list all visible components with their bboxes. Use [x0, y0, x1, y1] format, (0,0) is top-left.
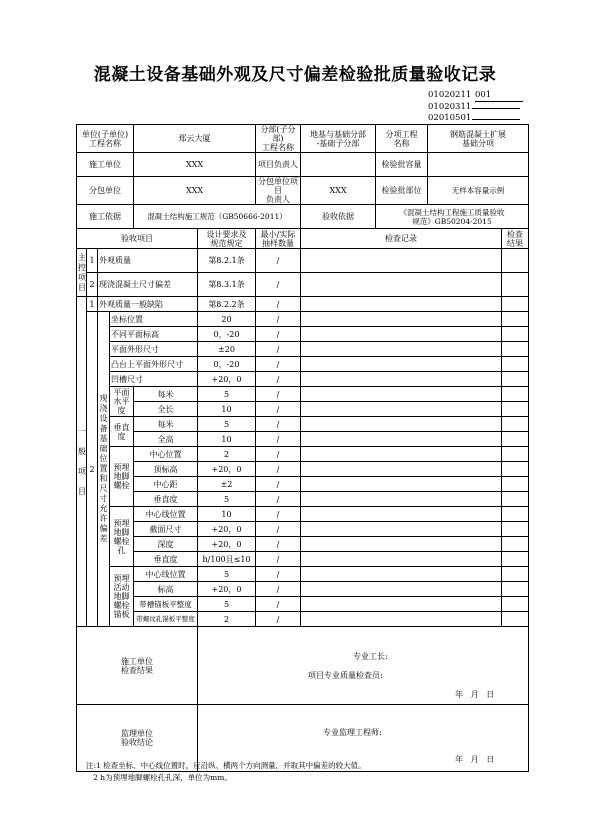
row-spec: +20，0: [198, 582, 256, 597]
row-name: 垂直度: [134, 552, 198, 567]
row-name: 全高: [134, 432, 198, 447]
row-record: [301, 447, 502, 462]
row-result: [502, 372, 529, 387]
row-result: [502, 432, 529, 447]
row-spec: 0，-20: [198, 357, 256, 372]
row-record: [301, 552, 502, 567]
row-no: 2: [87, 273, 98, 297]
col-sampling: 最小/实际 抽样数量: [256, 229, 301, 249]
row-sample: /: [256, 312, 301, 327]
row-sample: /: [256, 597, 301, 612]
row-spec: +20，0: [198, 372, 256, 387]
note-1: 注:1 检查坐标、中心线位置时，应沿纵、横两个方向测量，并取其中偏差的较大值。: [86, 761, 366, 770]
row-sample: /: [256, 447, 301, 462]
supervision-date: 年 月 日: [455, 755, 495, 764]
construction-check-row: [77, 627, 529, 705]
constructor-value: XXX: [134, 153, 256, 177]
header-row-1: [77, 125, 529, 153]
row-result: [502, 477, 529, 492]
page-title: 混凝土设备基础外观及尺寸偏差检验批质量验收记录: [93, 65, 497, 85]
row-record: [301, 597, 502, 612]
row-sample: /: [256, 327, 301, 342]
row-sample: /: [256, 273, 301, 297]
row-sample: /: [256, 507, 301, 522]
sub-label: 分部(子分部) 工程名称: [256, 125, 301, 153]
row-name: 平面外形尺寸: [110, 342, 198, 357]
row-result: [502, 552, 529, 567]
row-record: [301, 432, 502, 447]
table-row: [77, 273, 529, 297]
col-design: 设计要求及 规范规定: [198, 229, 256, 249]
hole-label: 预埋 地脚 螺栓 孔: [110, 507, 134, 567]
row-result: [502, 327, 529, 342]
header-row-3: [77, 177, 529, 205]
table-row: [77, 432, 529, 447]
row-record: [301, 522, 502, 537]
row-record: [301, 582, 502, 597]
row-record: [301, 492, 502, 507]
acceptance-basis-value: 《混凝土结构工程施工质量验收 规范》GB50204-2015: [376, 205, 529, 229]
row-record: [301, 507, 502, 522]
row-record: [301, 273, 502, 297]
location-label: 检验批部位: [376, 177, 428, 205]
plate-label: 预埋 活动 地脚 螺栓 锚板: [110, 567, 134, 627]
row-spec: +20，0: [198, 462, 256, 477]
header-row-2: [77, 153, 529, 177]
row-result: [502, 249, 529, 273]
sub-value: 地基与基础分部 -基础子分部: [301, 125, 376, 153]
row-sample: /: [256, 432, 301, 447]
header-row-4: [77, 205, 529, 229]
row-sample: /: [256, 492, 301, 507]
level-label: 平面 水平 度: [110, 387, 134, 417]
row-sample: /: [256, 567, 301, 582]
general-no-2: 2: [87, 312, 98, 627]
code-3: 02010501: [428, 113, 472, 123]
row-sample: /: [256, 477, 301, 492]
table-row: [77, 582, 529, 597]
table-row: [77, 387, 529, 402]
row-result: [502, 492, 529, 507]
row-result: [502, 462, 529, 477]
row-name: 不同平面标高: [110, 327, 198, 342]
row-spec: 5: [198, 567, 256, 582]
row-sample: /: [256, 402, 301, 417]
row-spec: 第8.2.1条: [198, 249, 256, 273]
table-row: [77, 477, 529, 492]
row-record: [301, 477, 502, 492]
code-2: 01020311: [428, 102, 472, 112]
construction-check-label: 施工单位 检查结果: [77, 627, 198, 705]
row-result: [502, 522, 529, 537]
note-2: 2 h为预埋地脚螺栓孔孔深，单位为mm。: [86, 773, 232, 782]
row-name: 截面尺寸: [134, 522, 198, 537]
row-record: [301, 249, 502, 273]
row-name: 中心线位置: [134, 567, 198, 582]
notes: [86, 760, 366, 784]
item-label: 分项工程 名称: [376, 125, 428, 153]
code-3-blank: [472, 119, 520, 120]
row-name: 每米: [134, 417, 198, 432]
row-record: [301, 417, 502, 432]
row-sample: /: [256, 417, 301, 432]
row-name: 现浇混凝土尺寸偏差: [98, 273, 198, 297]
inspector-label: 项目专业质量检查员:: [308, 671, 383, 680]
sub-pm-value: XXX: [301, 177, 376, 205]
table-row: [77, 372, 529, 387]
row-name: 标高: [134, 582, 198, 597]
constructor-label: 施工单位: [77, 153, 134, 177]
row-record: [301, 612, 502, 627]
table-row: [77, 447, 529, 462]
row-result: [502, 387, 529, 402]
table-row: [77, 462, 529, 477]
item-value: 钢筋混凝土扩展 基础分项: [428, 125, 529, 153]
row-spec: +20，0: [198, 537, 256, 552]
capacity-label: 检验批容量: [376, 153, 428, 177]
basis-value: 混凝土结构施工规范（GB50666-2011）: [134, 205, 301, 229]
row-spec: 10: [198, 402, 256, 417]
bolt-label: 预埋 地脚 螺栓: [110, 447, 134, 507]
row-name: 凸台上平面外形尺寸: [110, 357, 198, 372]
row-spec: 10: [198, 507, 256, 522]
inspection-table: [76, 124, 529, 772]
table-row: [77, 327, 529, 342]
table-row: [77, 507, 529, 522]
row-record: [301, 372, 502, 387]
row-sample: /: [256, 612, 301, 627]
row-sample: /: [256, 462, 301, 477]
table-row: [77, 297, 529, 312]
pm-value: [301, 153, 376, 177]
row-spec: 5: [198, 417, 256, 432]
row-result: [502, 597, 529, 612]
basis-label: 施工依据: [77, 205, 134, 229]
capacity-value: [428, 153, 529, 177]
group-label: 现 浇 设 备 基 础 位 置 和 尺 寸 允 许 偏 差: [98, 312, 110, 627]
row-record: [301, 537, 502, 552]
pm-label: 项目负责人: [256, 153, 301, 177]
row-record: [301, 402, 502, 417]
row-sample: /: [256, 297, 301, 312]
table-row: [77, 537, 529, 552]
row-result: [502, 582, 529, 597]
row-sample: /: [256, 357, 301, 372]
code-block: [428, 90, 523, 124]
row-spec: ±2: [198, 477, 256, 492]
row-spec: ±20: [198, 342, 256, 357]
row-name: 垂直度: [134, 492, 198, 507]
columns-row: [77, 229, 529, 249]
row-name: 中心位置: [134, 447, 198, 462]
row-result: [502, 417, 529, 432]
row-sample: /: [256, 552, 301, 567]
table-row: [77, 312, 529, 327]
row-result: [502, 447, 529, 462]
row-result: [502, 297, 529, 312]
row-sample: /: [256, 582, 301, 597]
subcontractor-label: 分包单位: [77, 177, 134, 205]
row-spec: 2: [198, 612, 256, 627]
row-record: [301, 297, 502, 312]
row-name: 凹槽尺寸: [110, 372, 198, 387]
col-record: 检查记录: [301, 229, 502, 249]
general-label: 一 般 项 目: [77, 297, 87, 627]
code-serial: 001: [475, 90, 523, 102]
table-row: [77, 492, 529, 507]
engineer-label: 专业监理工程师:: [323, 728, 382, 737]
row-name: 外观质量: [98, 249, 198, 273]
row-result: [502, 507, 529, 522]
row-spec: 20: [198, 312, 256, 327]
row-record: [301, 567, 502, 582]
row-no: 1: [87, 249, 98, 273]
code-2-blank: [472, 108, 520, 109]
row-name: 中心距: [134, 477, 198, 492]
table-row: [77, 417, 529, 432]
acceptance-basis-label: 验收依据: [301, 205, 376, 229]
construction-date: 年 月 日: [455, 690, 495, 699]
row-name: 外观质量一般缺陷: [98, 297, 198, 312]
row-spec: 0，-20: [198, 327, 256, 342]
row-record: [301, 462, 502, 477]
row-name: 带槽锚板平整度: [134, 597, 198, 612]
row-sample: /: [256, 249, 301, 273]
vertical-label: 垂直 度: [110, 417, 134, 447]
table-row: [77, 522, 529, 537]
unit-value: 郑云大厦: [134, 125, 256, 153]
row-spec: 第8.2.2条: [198, 297, 256, 312]
row-spec: 第8.3.1条: [198, 273, 256, 297]
row-result: [502, 612, 529, 627]
row-name: 顶标高: [134, 462, 198, 477]
row-result: [502, 567, 529, 582]
row-spec: h/100且≤10: [198, 552, 256, 567]
row-spec: 5: [198, 597, 256, 612]
row-spec: 2: [198, 447, 256, 462]
table-row: [77, 612, 529, 627]
row-spec: 10: [198, 432, 256, 447]
row-name: 每米: [134, 387, 198, 402]
subcontractor-value: XXX: [134, 177, 256, 205]
code-1: 01020211: [428, 90, 472, 100]
row-result: [502, 312, 529, 327]
row-name: 全长: [134, 402, 198, 417]
row-no: 1: [87, 297, 98, 312]
col-result: 检查 结果: [502, 229, 529, 249]
row-record: [301, 357, 502, 372]
row-record: [301, 342, 502, 357]
row-result: [502, 357, 529, 372]
table-row: [77, 249, 529, 273]
location-value: 无样本容量示例: [428, 177, 529, 205]
row-name: 中心线位置: [134, 507, 198, 522]
row-result: [502, 342, 529, 357]
table-row: [77, 342, 529, 357]
row-result: [502, 402, 529, 417]
row-record: [301, 387, 502, 402]
row-sample: /: [256, 342, 301, 357]
row-sample: /: [256, 387, 301, 402]
row-name: 坐标位置: [110, 312, 198, 327]
unit-label: 单位(子单位) 工程名称: [77, 125, 134, 153]
main-control-label: 主 控 项 目: [77, 249, 87, 297]
row-name: 带螺纹孔锚板平整度: [134, 612, 198, 627]
table-row: [77, 402, 529, 417]
foreman-label: 专业工长:: [353, 652, 388, 661]
construction-check-area: [198, 627, 529, 705]
table-row: [77, 597, 529, 612]
col-items: 验收项目: [77, 229, 198, 249]
row-sample: /: [256, 522, 301, 537]
row-spec: +20，0: [198, 522, 256, 537]
row-record: [301, 312, 502, 327]
supervision-check-label: 监理单位 验收结论: [77, 705, 198, 772]
table-row: [77, 552, 529, 567]
row-sample: /: [256, 537, 301, 552]
sub-pm-label: 分包单位项目 负责人: [256, 177, 301, 205]
table-row: [77, 567, 529, 582]
row-spec: 5: [198, 492, 256, 507]
row-result: [502, 537, 529, 552]
table-row: [77, 357, 529, 372]
row-spec: 5: [198, 387, 256, 402]
row-record: [301, 327, 502, 342]
row-result: [502, 273, 529, 297]
row-name: 深度: [134, 537, 198, 552]
row-sample: /: [256, 372, 301, 387]
